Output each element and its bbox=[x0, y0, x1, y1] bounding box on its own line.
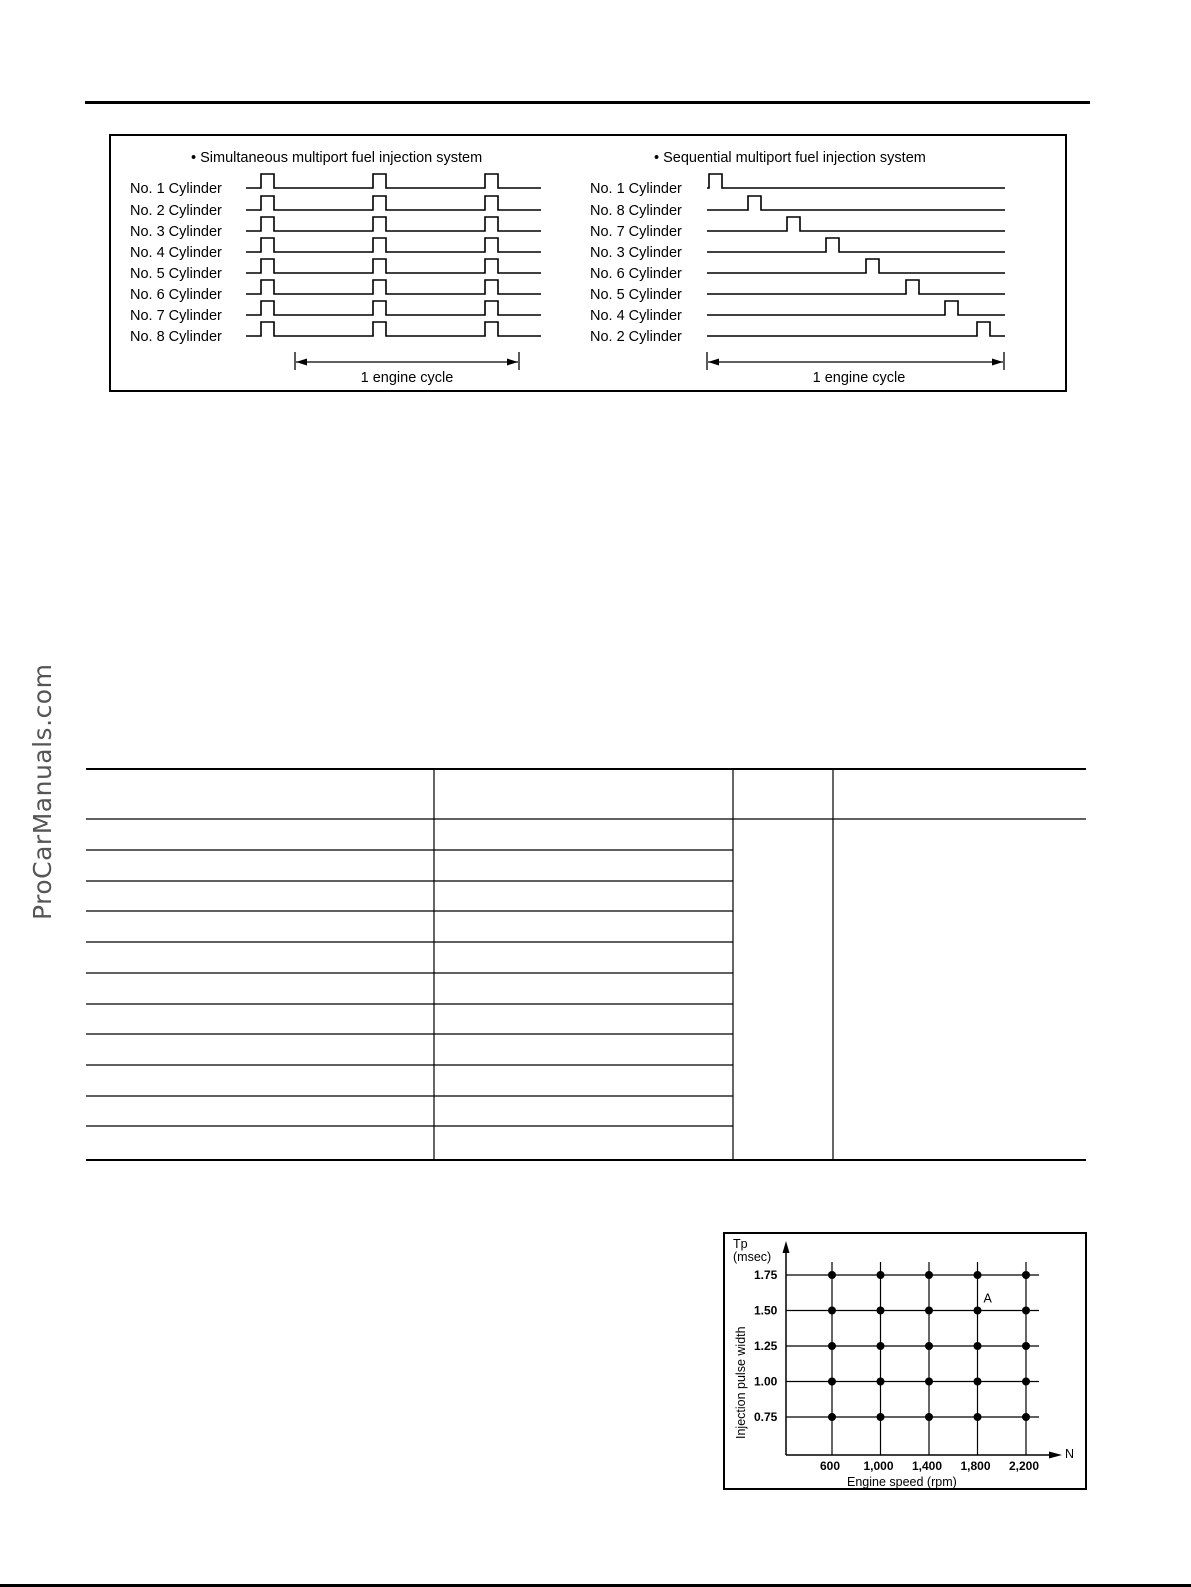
map-point bbox=[877, 1342, 885, 1350]
simultaneous-waveform bbox=[246, 238, 541, 252]
simultaneous-cylinder-label: No. 7 Cylinder bbox=[130, 308, 222, 324]
simultaneous-cylinder-label: No. 4 Cylinder bbox=[130, 245, 222, 261]
sequential-cylinder-label: No. 3 Cylinder bbox=[590, 245, 682, 261]
simultaneous-waveforms bbox=[246, 174, 541, 336]
simultaneous-waveform bbox=[246, 196, 541, 210]
map-point bbox=[1022, 1307, 1030, 1315]
map-point bbox=[974, 1378, 982, 1386]
x-axis-symbol: N bbox=[1065, 1447, 1075, 1461]
injection-map-figure bbox=[723, 1232, 1087, 1490]
map-point bbox=[1022, 1342, 1030, 1350]
x-tick-label: 1,400 bbox=[911, 1459, 943, 1473]
sequential-waveform bbox=[707, 259, 1005, 273]
injection-map-chart bbox=[725, 1234, 1089, 1492]
map-point bbox=[828, 1342, 836, 1350]
sequential-cylinder-label: No. 8 Cylinder bbox=[590, 203, 682, 219]
y-tick-label: 1.75 bbox=[754, 1268, 778, 1282]
sequential-waveforms bbox=[707, 174, 1005, 336]
map-point bbox=[828, 1413, 836, 1421]
x-tick-label: 600 bbox=[819, 1459, 841, 1473]
map-point bbox=[974, 1413, 982, 1421]
y-axis-arrow bbox=[783, 1241, 790, 1253]
sequential-waveform bbox=[707, 280, 1005, 294]
y-tick-label: 1.00 bbox=[754, 1374, 778, 1389]
x-axis-arrow bbox=[1049, 1452, 1062, 1459]
sequential-cylinder-label: No. 7 Cylinder bbox=[590, 224, 682, 240]
simultaneous-waveform bbox=[246, 259, 541, 273]
map-point bbox=[877, 1307, 885, 1315]
map-point bbox=[925, 1378, 933, 1386]
simultaneous-cylinder-label: No. 5 Cylinder bbox=[130, 266, 222, 282]
map-point bbox=[925, 1271, 933, 1279]
simultaneous-cylinder-label: No. 8 Cylinder bbox=[130, 329, 222, 345]
map-point bbox=[925, 1413, 933, 1421]
spec-table-grid bbox=[86, 768, 1086, 1162]
sequential-cylinder-label: No. 1 Cylinder bbox=[590, 181, 682, 197]
x-tick-labels bbox=[820, 1459, 1039, 1473]
sequential-cylinder-label: No. 6 Cylinder bbox=[590, 266, 682, 282]
sequential-cylinder-label: No. 2 Cylinder bbox=[590, 329, 682, 345]
map-axes bbox=[783, 1241, 1063, 1459]
top-rule bbox=[85, 101, 1090, 104]
point-annotation-a: A bbox=[983, 1291, 992, 1306]
sequential-waveform bbox=[707, 322, 1005, 336]
x-tick-label: 2,200 bbox=[1008, 1459, 1040, 1473]
y-tick-labels bbox=[754, 1268, 778, 1424]
map-point bbox=[828, 1271, 836, 1279]
map-point bbox=[828, 1378, 836, 1386]
injection-timing-diagram bbox=[109, 134, 1067, 392]
map-point bbox=[925, 1342, 933, 1350]
injection-timing-svg bbox=[111, 136, 1069, 394]
y-tick-label: 1.25 bbox=[754, 1339, 778, 1353]
map-point bbox=[974, 1342, 982, 1350]
sequential-cylinder-label: No. 4 Cylinder bbox=[590, 308, 682, 324]
sequential-cycle-label: 1 engine cycle bbox=[812, 370, 906, 386]
y-tick-label: 0.75 bbox=[754, 1410, 778, 1424]
map-point bbox=[877, 1413, 885, 1421]
simultaneous-waveform bbox=[246, 217, 541, 231]
simultaneous-waveform bbox=[246, 301, 541, 315]
map-point bbox=[1022, 1413, 1030, 1421]
simultaneous-waveform bbox=[246, 280, 541, 294]
simultaneous-cylinder-label: No. 3 Cylinder bbox=[130, 224, 222, 240]
watermark: ProCarManuals.com bbox=[28, 663, 57, 920]
x-tick-label: 1,800 bbox=[960, 1459, 991, 1473]
sequential-cylinder-labels bbox=[590, 181, 682, 345]
simultaneous-waveform bbox=[246, 174, 541, 188]
simultaneous-cylinder-label: No. 2 Cylinder bbox=[130, 203, 222, 219]
simultaneous-waveform bbox=[246, 322, 541, 336]
simultaneous-cylinder-labels bbox=[130, 181, 222, 345]
simultaneous-cylinder-label: No. 1 Cylinder bbox=[130, 181, 222, 197]
map-point bbox=[877, 1378, 885, 1386]
y-axis-unit: (msec) bbox=[733, 1250, 772, 1264]
map-point bbox=[925, 1307, 933, 1315]
map-point bbox=[1022, 1378, 1030, 1386]
simultaneous-title: • Simultaneous multiport fuel injection system bbox=[191, 150, 483, 166]
sequential-waveform bbox=[707, 174, 1005, 188]
map-point bbox=[974, 1271, 982, 1279]
sequential-waveform bbox=[707, 301, 1005, 315]
map-point-a bbox=[974, 1307, 982, 1315]
map-point bbox=[1022, 1271, 1030, 1279]
y-axis-label: Injection pulse width bbox=[734, 1326, 748, 1439]
map-grid bbox=[786, 1262, 1039, 1455]
x-axis-label: Engine speed (rpm) bbox=[847, 1475, 957, 1489]
sequential-waveform bbox=[707, 238, 1005, 252]
sequential-waveform bbox=[707, 217, 1005, 231]
y-axis-title: Tp bbox=[733, 1237, 748, 1251]
sequential-waveform bbox=[707, 196, 1005, 210]
sequential-cylinder-label: No. 5 Cylinder bbox=[590, 287, 682, 303]
map-point bbox=[877, 1271, 885, 1279]
spec-table bbox=[86, 768, 1086, 1162]
simultaneous-cycle-dimension bbox=[295, 352, 519, 370]
sequential-title: • Sequential multiport fuel injection system bbox=[654, 150, 926, 166]
sequential-cycle-dimension bbox=[707, 352, 1004, 370]
x-tick-label: 1,000 bbox=[863, 1459, 894, 1473]
simultaneous-cylinder-label: No. 6 Cylinder bbox=[130, 287, 222, 303]
simultaneous-cycle-label: 1 engine cycle bbox=[360, 370, 454, 386]
map-point bbox=[828, 1307, 836, 1315]
y-tick-label: 1.50 bbox=[754, 1303, 778, 1318]
